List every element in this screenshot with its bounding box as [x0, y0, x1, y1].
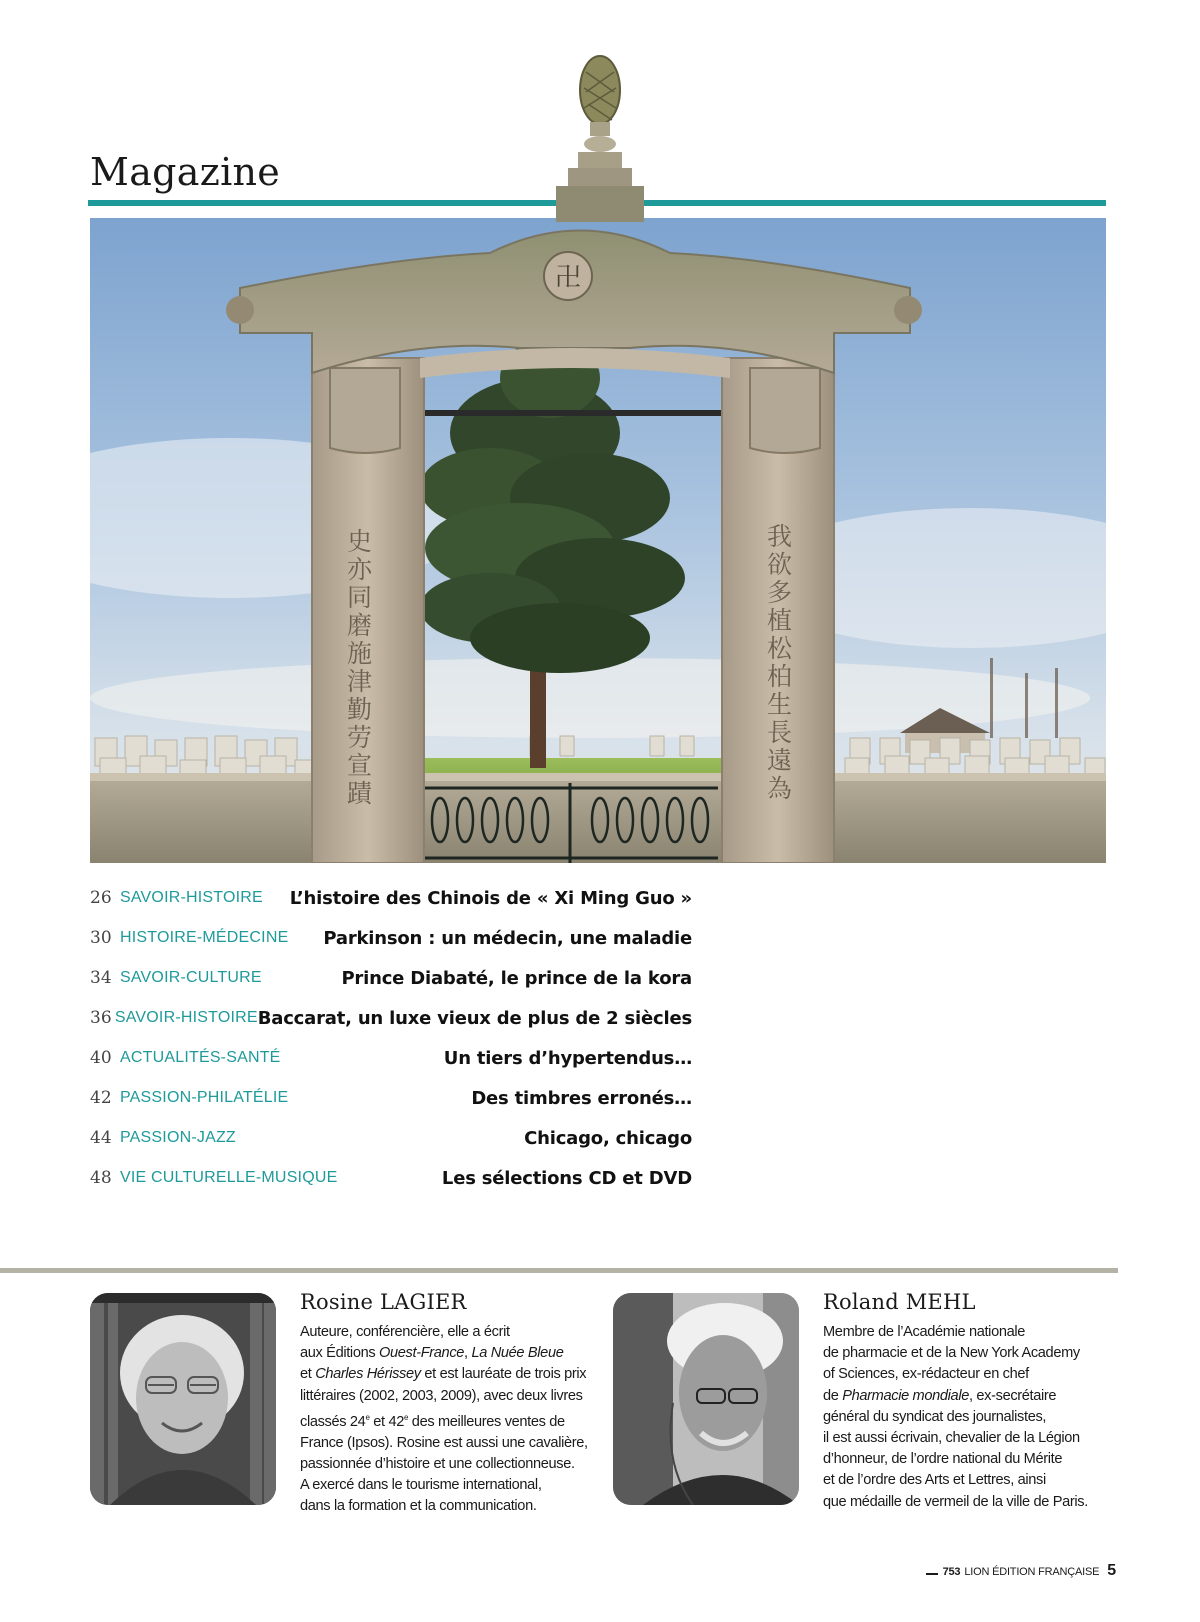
page-number: 5	[1107, 1562, 1116, 1579]
author-photo-roland-mehl	[613, 1293, 799, 1505]
bio-line: que médaille de vermeil de la ville de Paris.	[823, 1493, 1088, 1510]
bio-line: of Sciences, ex-rédacteur en chef	[823, 1366, 1029, 1383]
issue-number: 753	[942, 1566, 961, 1578]
bio-line: Auteure, conférencière, elle a écrit	[300, 1324, 510, 1340]
bio-line: littéraires (2002, 2003, 2009), avec deux livres	[300, 1387, 583, 1404]
bio-line: général du syndicat des journalistes,	[823, 1408, 1047, 1425]
authors-divider	[0, 1268, 1118, 1273]
toc-page-number: 48	[90, 1168, 112, 1188]
toc-title[interactable]: Un tiers d’hypertendus…	[443, 1047, 692, 1069]
left-pillar-inscription: 史亦同磨施津勤劳宣蹟	[343, 528, 373, 808]
toc-entry[interactable]	[90, 998, 692, 1038]
toc-title[interactable]: Parkinson : un médecin, une maladie	[323, 927, 692, 949]
author-name-rosine-lagier: Rosine LAGIER	[300, 1290, 467, 1314]
toc-title[interactable]: Des timbres erronés…	[471, 1087, 692, 1109]
bio-line: il est aussi écrivain, chevalier de la Légion	[823, 1430, 1080, 1447]
toc-entry[interactable]	[90, 1038, 692, 1078]
toc-category: SAVOIR-HISTOIRE	[120, 889, 263, 906]
toc-page-number: 26	[90, 888, 112, 908]
author-bio-rosine-lagier	[300, 1322, 600, 1518]
bio-line: A exercé dans le tourisme international,	[300, 1477, 542, 1494]
memorial-gate-photo	[90, 218, 1106, 863]
toc-category: HISTOIRE-MÉDECINE	[120, 929, 289, 946]
toc-page-number: 36	[90, 1008, 112, 1028]
toc-category: SAVOIR-HISTOIRE	[114, 1009, 258, 1026]
toc-entry[interactable]	[90, 1158, 692, 1198]
table-of-contents	[90, 878, 692, 1198]
bio-line: et Charles Hérissey et est lauréate de trois prix	[300, 1366, 587, 1383]
toc-page-number: 34	[90, 968, 112, 988]
page-footer	[926, 1562, 1116, 1580]
gate-finial	[530, 52, 670, 222]
toc-entry[interactable]	[90, 918, 692, 958]
author-photo-rosine-lagier	[90, 1293, 276, 1505]
author-name-roland-mehl: Roland MEHL	[823, 1290, 976, 1314]
footer-dash	[926, 1573, 938, 1575]
toc-title[interactable]: Chicago, chicago	[524, 1127, 692, 1149]
bio-line: et de l’ordre des Arts et Lettres, ainsi	[823, 1472, 1046, 1489]
right-pillar-inscription: 我欲多植松柏生長遠為	[763, 523, 793, 803]
author-bio-roland-mehl	[823, 1322, 1118, 1513]
toc-page-number: 40	[90, 1048, 112, 1068]
toc-title[interactable]: Les sélections CD et DVD	[441, 1167, 692, 1189]
toc-page-number: 44	[90, 1128, 112, 1148]
toc-category: SAVOIR-CULTURE	[120, 969, 262, 986]
toc-title[interactable]: L’histoire des Chinois de « Xi Ming Guo »	[289, 887, 692, 909]
toc-entry[interactable]	[90, 958, 692, 998]
toc-category: PASSION-JAZZ	[120, 1129, 236, 1146]
toc-entry[interactable]	[90, 878, 692, 918]
bio-line: de pharmacie et de la New York Academy	[823, 1345, 1080, 1362]
bio-line: Membre de l’Académie nationale	[823, 1324, 1026, 1340]
toc-page-number: 30	[90, 928, 112, 948]
publication-name: LION ÉDITION FRANÇAISE	[964, 1566, 1100, 1578]
toc-title[interactable]: Prince Diabaté, le prince de la kora	[341, 967, 692, 989]
toc-category: ACTUALITÉS-SANTÉ	[120, 1049, 281, 1066]
toc-category: VIE CULTURELLE-MUSIQUE	[120, 1169, 338, 1186]
section-title: Magazine	[90, 150, 281, 194]
toc-entry[interactable]	[90, 1078, 692, 1118]
bio-line: aux Éditions Ouest-France, La Nuée Bleue	[300, 1345, 564, 1362]
gate-seal: 卍	[554, 263, 582, 293]
bio-line: passionnée d’histoire et une collectionneuse.	[300, 1456, 575, 1473]
toc-category: PASSION-PHILATÉLIE	[120, 1089, 289, 1106]
toc-title[interactable]: Baccarat, un luxe vieux de plus de 2 siècles	[257, 1007, 692, 1029]
bio-line: de Pharmacie mondiale, ex-secrétaire	[823, 1387, 1057, 1404]
toc-page-number: 42	[90, 1088, 112, 1108]
bio-line: dans la formation et la communication.	[300, 1498, 537, 1515]
bio-line: d’honneur, de l’ordre national du Mérite	[823, 1451, 1063, 1468]
toc-entry[interactable]	[90, 1118, 692, 1158]
bio-line: classés 24e et 42e des meilleures ventes de	[300, 1412, 565, 1430]
bio-line: France (Ipsos). Rosine est aussi une cavalière,	[300, 1434, 588, 1451]
